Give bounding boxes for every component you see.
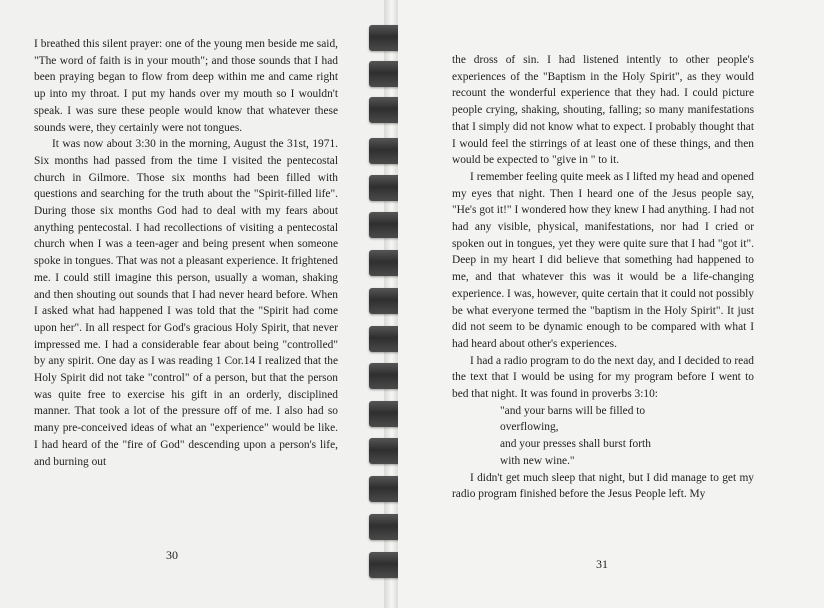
right-page: [398, 0, 824, 608]
left-page: [0, 0, 384, 608]
paragraph: I had a radio program to do the next day, and I decided to read the text that I would be using for my program before I went to bed that night. It was found in proverbs 3:10:: [452, 354, 754, 401]
paragraph: I remember feeling quite meek as I lifted my head and opened my eyes that night. Then I heard one of the Jesus people say, "He's got it!" I wondered how they knew I had anything. I had not had any visible, physical, manifestations, nor had I cried or spoken out in tongues, yet they were quite sure that I had "got it". Deep in my heart I did believe that something had happened to me, and that whatever this was it would be a life-changing experience. I was, however, quite certain that it could not possibly be what everyone termed the "baptism in the Holy Spirit". It just did not seem to be dynamic enough to be compared with what I had heard about other's experiences.: [452, 170, 754, 350]
verse-line: "and your barns will be filled to: [500, 404, 646, 417]
page-number: 30: [166, 548, 178, 562]
verse-line: and your presses shall burst forth: [500, 438, 651, 451]
verse-line: overflowing,: [500, 421, 559, 434]
paragraph: I didn't get much sleep that night, but I did manage to get my radio program finished before the Jesus People left. My: [452, 471, 754, 501]
paragraph: I breathed this silent prayer: one of the young men beside me said, "The word of faith is in your mouth"; and those sounds that I had been praying began to flow from deep within me and came right up into my throat. I put my hands over my mouth so I wouldn't speak. I was sure these people would know that whatever these sounds were, they certainly were not tongues.: [34, 38, 338, 134]
paragraph: the dross of sin. I had listened intently to other people's experiences of the "Baptism in the Holy Spirit", as they would recount the wonderful experience that they had. I could picture people crying, shaking, shouting, falling; so many manifestations that I simply did not know what to expect. I probably thought that I would feel the stirrings of at least one of these things, and then would be expected to "give in " to it.: [452, 54, 754, 167]
page-number: 31: [596, 557, 608, 571]
right-page-text: [452, 52, 754, 503]
left-page-text: [34, 36, 338, 470]
verse-line: with new wine.": [500, 454, 575, 467]
paragraph: It was now about 3:30 in the morning, August the 31st, 1971. Six months had passed from the time I visited the pentecostal church in Gilmore. Those six months had been filled with questions and searching for the truth about the "Spirit-filled life". During those six months God had to deal with my fears about anything pentecostal. I had recollections of visiting a pentecostal church when I was a teen-ager and being present when someone spoke in tongues. That was not a pleasant experience. It frightened me. I could still imagine this person, usually a woman, shaking and then shouting out sounds that I had never heard before. When I asked what had happened I was told that the "Spirit had come upon her". In all respect for God's gracious Holy Spirit, that never impressed me. I had a considerable fear about being "controlled" by any spirit. One day as I was reading 1 Cor.14 I realized that the Holy Spirit did not take "control" of a person, but that the person was quite free to exercise his gift in an orderly, disciplined manner. That took a lot of the pressure off of me. I also had so many pre-conceived ideas of what an "experience" would be like. I had heard of the "fire of God" descending upon a person's life, and burning out: [34, 138, 338, 468]
